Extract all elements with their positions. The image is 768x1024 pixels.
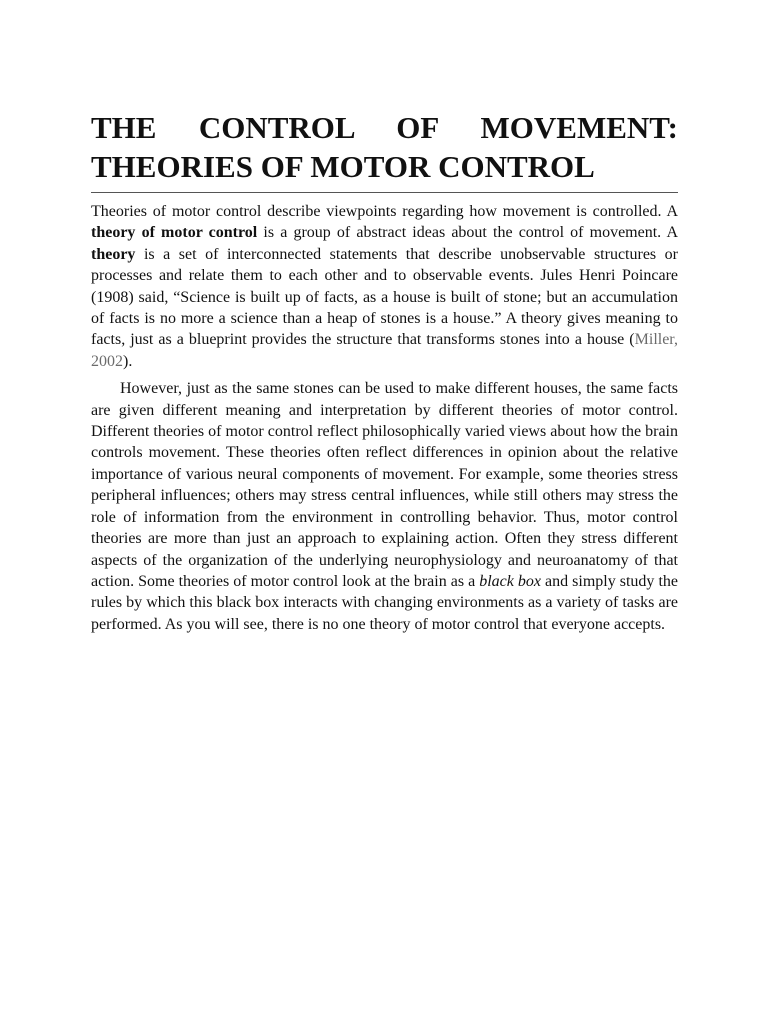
title-line-2: THEORIES OF MOTOR CONTROL [91, 149, 595, 184]
term-theory-of-motor-control: theory of motor control [91, 224, 258, 242]
term-theory: theory [91, 245, 136, 263]
paragraph-2-text-b: and simply study the rules by which this black box interacts with changing environments as a variety of tasks are performed. As you will see, there is no one theory of motor control that everyone accepts. [91, 572, 678, 633]
paragraph-2 [91, 378, 678, 635]
term-black-box: black box [479, 572, 541, 590]
title-divider [91, 192, 678, 193]
page-content [91, 108, 678, 635]
paragraph-1-text-b: is a group of abstract ideas about the control of movement. A [257, 224, 678, 242]
paragraph-2-text-a: However, just as the same stones can be used to make different houses, the same facts are given different meaning and interpretation by different theories of motor control. Different theories of motor control reflect philosophically varied views about how the brain controls movement. These theories often reflect differences in opinion about the relative importance of various neural components of movement. For example, some theories stress peripheral influences; others may stress central influences, while still others may stress the role of information from the environment in controlling behavior. Thus, motor control theories are more than just an approach to explaining action. Often they stress different aspects of the organization of the underlying neurophysiology and neuroanatomy of that action. Some theories of motor control look at the brain as a [91, 380, 678, 590]
title-line-1: THE CONTROL OF MOVEMENT: [91, 110, 678, 145]
paragraph-1-text-a: Theories of motor control describe viewpoints regarding how movement is controlled. A [91, 203, 678, 220]
paragraph-1 [91, 201, 678, 372]
paragraph-1-text-c: is a set of interconnected statements that describe unobservable structures or processes and relate them to each other and to observable events. Jules Henri Poincare (1908) said, “Science is built up of facts, as a house is built of stone; but an accumulation of facts is no more a science than a heap of stones is a house.” A theory gives meaning to facts, just as a blueprint provides the structure that transforms stones into a house ( [91, 245, 678, 349]
page-title [91, 108, 678, 186]
paragraph-1-text-d: ). [123, 352, 133, 370]
citation-link[interactable]: Miller, 2002 [91, 331, 678, 370]
